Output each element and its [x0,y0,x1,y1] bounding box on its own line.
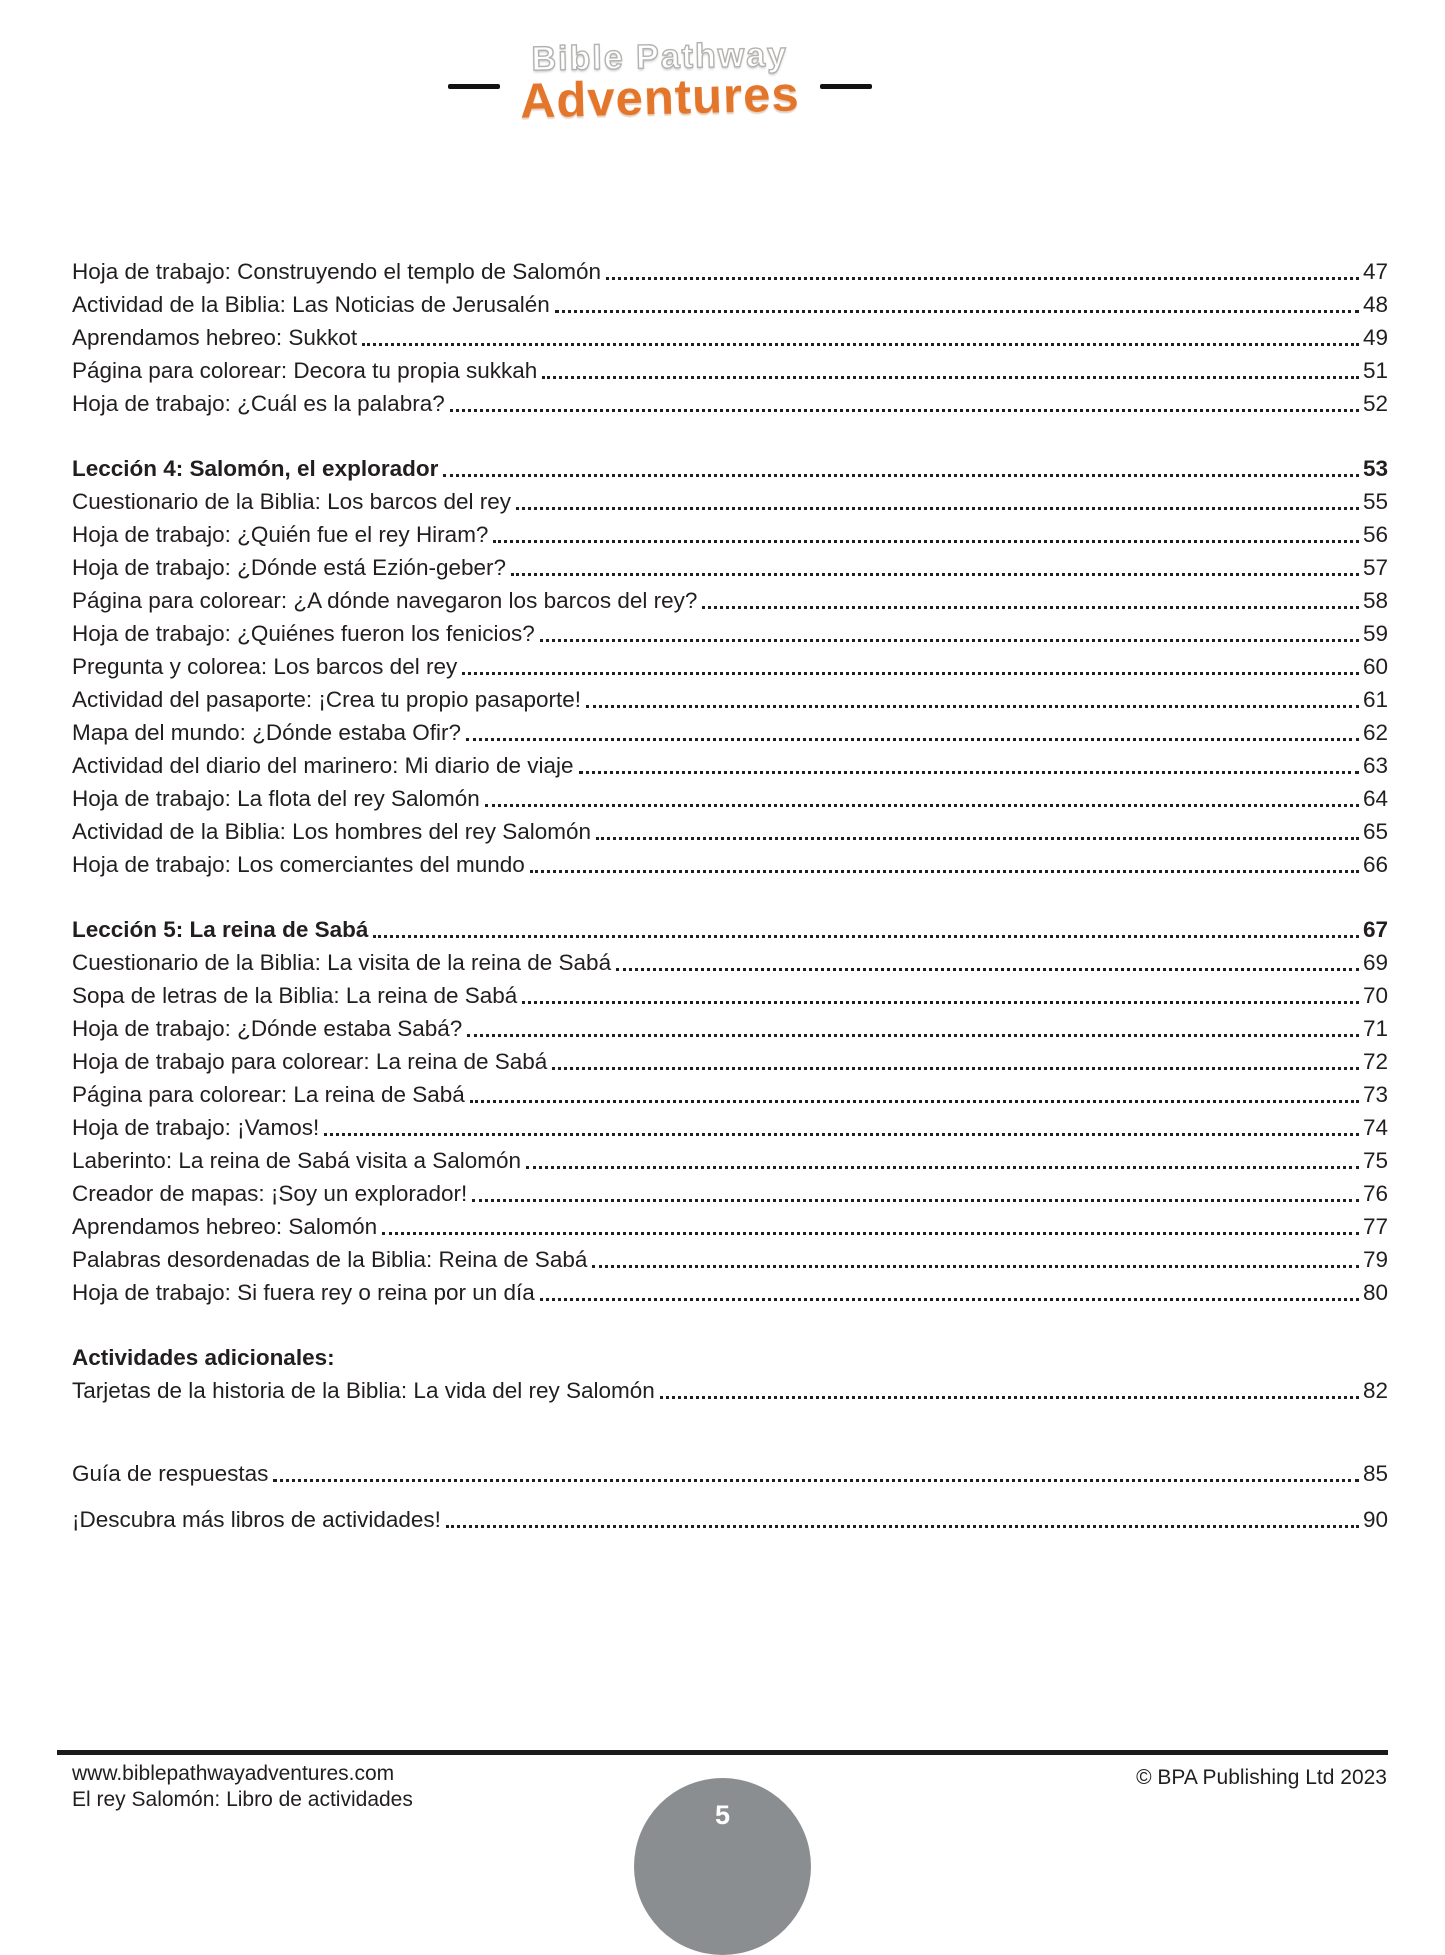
toc-dot-leader [516,507,1359,510]
logo-dash-right [820,84,872,89]
toc-entry-label: Cuestionario de la Biblia: Los barcos del rey [72,489,511,514]
page-number: 5 [714,1800,731,1830]
toc-entry-label: Hoja de trabajo para colorear: La reina de Sabá [72,1049,548,1074]
toc-dot-leader [522,1001,1359,1004]
logo-bible-pathway: Bible Pathway [531,35,789,79]
toc-entry-page: 79 [1362,1247,1388,1272]
toc-dot-leader [592,1265,1359,1268]
toc-entry[interactable] [72,716,1388,749]
toc-entry-page: 55 [1362,489,1388,514]
toc-entry-label: Hoja de trabajo: Si fuera rey o reina por un día [72,1280,535,1305]
footer-left [72,1761,413,1813]
toc-entry-page: 53 [1362,456,1388,481]
toc-dot-leader [606,277,1359,280]
toc-entry-page: 80 [1362,1280,1388,1305]
logo-adventures: Adventures [519,67,801,129]
toc-entry-label: Lección 4: Salomón, el explorador [72,456,439,481]
toc-group [72,452,1388,881]
toc-entry-page: 82 [1362,1378,1388,1403]
toc-entry-label: Hoja de trabajo: ¿Dónde está Ezión-geber? [72,555,507,580]
toc-entry-page: 72 [1362,1049,1388,1074]
toc-dot-leader [472,1199,1359,1202]
footer-website-link[interactable]: www.biblepathwayadventures.com [72,1762,395,1785]
toc-entry-label: Actividades adicionales: [72,1345,335,1370]
toc-dot-leader [540,1298,1359,1301]
toc-dot-leader [702,606,1359,609]
toc-entry[interactable] [72,387,1388,420]
toc-entry[interactable] [72,1012,1388,1045]
toc-dot-leader [485,804,1359,807]
toc-entry[interactable] [72,946,1388,979]
toc-entry-page: 70 [1362,983,1388,1008]
toc-dot-leader [555,310,1359,313]
toc-entry[interactable] [72,1374,1388,1407]
toc-dot-leader [362,343,1359,346]
toc-entry-page: 74 [1362,1115,1388,1140]
toc-entry-label: Guía de respuestas [72,1461,269,1486]
toc-entry[interactable] [72,749,1388,782]
toc-group [72,255,1388,420]
toc-entry[interactable] [72,321,1388,354]
toc-entry[interactable] [72,584,1388,617]
toc-dot-leader [467,1034,1359,1037]
toc-entry[interactable] [72,617,1388,650]
toc-entry-label: Mapa del mundo: ¿Dónde estaba Ofir? [72,720,461,745]
toc-entry-label: Página para colorear: Decora tu propia sukkah [72,358,538,383]
toc-entry-label: Hoja de trabajo: La flota del rey Salomón [72,786,480,811]
toc-entry-label: Hoja de trabajo: Los comerciantes del mundo [72,852,525,877]
toc-dot-leader [579,771,1359,774]
toc-entry-page: 58 [1362,588,1388,613]
toc-entry[interactable] [72,1210,1388,1243]
toc-entry-page: 60 [1362,654,1388,679]
toc-entry-label: Hoja de trabajo: ¿Dónde estaba Sabá? [72,1016,463,1041]
toc-entry-page: 48 [1362,292,1388,317]
toc-entry-label: Hoja de trabajo: ¿Quién fue el rey Hiram? [72,522,489,547]
toc-dot-leader [493,540,1359,543]
toc-entry[interactable] [72,485,1388,518]
toc-entry[interactable] [72,848,1388,881]
toc-entry-label: Lección 5: La reina de Sabá [72,917,369,942]
toc-dot-leader [616,968,1359,971]
toc-entry-page: 90 [1362,1507,1388,1532]
toc-entry-page: 85 [1362,1461,1388,1486]
toc-entry[interactable] [72,288,1388,321]
footer-book-title: El rey Salomón: Libro de actividades [72,1788,413,1811]
toc-entry[interactable] [72,1045,1388,1078]
toc-entry[interactable] [72,1111,1388,1144]
toc-dot-leader [450,409,1359,412]
toc-entry-label: Actividad del diario del marinero: Mi diario de viaje [72,753,574,778]
toc-entry[interactable] [72,1341,1388,1374]
toc-entry[interactable] [72,1243,1388,1276]
toc-entry[interactable] [72,782,1388,815]
toc-entry-page: 76 [1362,1181,1388,1206]
toc-entry[interactable] [72,354,1388,387]
toc-entry[interactable] [72,1078,1388,1111]
toc-entry[interactable] [72,1457,1388,1490]
toc-dot-leader [382,1232,1359,1235]
toc-dot-leader [462,672,1359,675]
toc-entry-page: 51 [1362,358,1388,383]
toc-entry-page: 63 [1362,753,1388,778]
toc-dot-leader [273,1479,1359,1482]
toc-entry[interactable] [72,815,1388,848]
toc-group [72,913,1388,1309]
toc-dot-leader [542,376,1359,379]
toc-entry[interactable] [72,650,1388,683]
toc-entry-page: 59 [1362,621,1388,646]
toc-entry-label: Actividad del pasaporte: ¡Crea tu propio pasaporte! [72,687,582,712]
toc-dot-leader [526,1166,1359,1169]
toc-dot-leader [552,1067,1359,1070]
toc-entry-label: Hoja de trabajo: ¡Vamos! [72,1115,320,1140]
toc-entry-label: Hoja de trabajo: Construyendo el templo de Salomón [72,259,602,284]
toc-dot-leader [324,1133,1359,1136]
toc-entry-page: 75 [1362,1148,1388,1173]
toc-entry-page: 56 [1362,522,1388,547]
toc-dot-leader [470,1100,1359,1103]
table-of-contents [72,255,1388,1549]
toc-entry-label: Aprendamos hebreo: Sukkot [72,325,358,350]
toc-dot-leader [586,705,1359,708]
toc-entry-label: Cuestionario de la Biblia: La visita de la reina de Sabá [72,950,612,975]
toc-entry-page: 69 [1362,950,1388,975]
toc-entry[interactable] [72,913,1388,946]
toc-entry-label: Palabras desordenadas de la Biblia: Reina de Sabá [72,1247,588,1272]
toc-entry[interactable] [72,683,1388,716]
toc-entry-label: Laberinto: La reina de Sabá visita a Salomón [72,1148,522,1173]
toc-dot-leader [660,1396,1359,1399]
toc-entry-page: 49 [1362,325,1388,350]
toc-entry-label: Aprendamos hebreo: Salomón [72,1214,378,1239]
toc-entry-label: Página para colorear: ¿A dónde navegaron los barcos del rey? [72,588,698,613]
toc-entry-label: Página para colorear: La reina de Sabá [72,1082,465,1107]
toc-dot-leader [540,639,1359,642]
toc-entry[interactable] [72,1177,1388,1210]
toc-entry[interactable] [72,518,1388,551]
toc-entry[interactable] [72,452,1388,485]
page-number-badge [634,1778,811,1955]
toc-entry[interactable] [72,979,1388,1012]
toc-entry[interactable] [72,1144,1388,1177]
logo-dash-left [448,84,500,89]
toc-entry-page: 66 [1362,852,1388,877]
footer-copyright: © BPA Publishing Ltd 2023 [1136,1766,1387,1789]
toc-entry-label: Sopa de letras de la Biblia: La reina de Sabá [72,983,518,1008]
toc-dot-leader [466,738,1359,741]
toc-entry-label: Hoja de trabajo: ¿Quiénes fueron los fenicios? [72,621,535,646]
toc-entry-label: Creador de mapas: ¡Soy un explorador! [72,1181,468,1206]
toc-dot-leader [373,935,1359,938]
toc-entry-label: Hoja de trabajo: ¿Cuál es la palabra? [72,391,445,416]
toc-entry[interactable] [72,1503,1388,1536]
toc-entry-page: 67 [1362,917,1388,942]
logo-text [519,35,801,129]
toc-entry-page: 71 [1362,1016,1388,1041]
toc-entry-page: 62 [1362,720,1388,745]
toc-entry[interactable] [72,551,1388,584]
toc-dot-leader [446,1525,1359,1528]
toc-dot-leader [596,837,1359,840]
toc-entry-label: Actividad de la Biblia: Los hombres del rey Salomón [72,819,592,844]
toc-entry-label: Pregunta y colorea: Los barcos del rey [72,654,458,679]
toc-entry-page: 77 [1362,1214,1388,1239]
toc-entry[interactable] [72,1276,1388,1309]
toc-entry-label: Actividad de la Biblia: Las Noticias de Jerusalén [72,292,550,317]
toc-dot-leader [530,870,1359,873]
brand-logo [398,26,922,138]
toc-entry-page: 65 [1362,819,1388,844]
toc-group [72,1457,1388,1536]
toc-entry-page: 47 [1362,259,1388,284]
toc-dot-leader [511,573,1359,576]
toc-entry-page: 61 [1362,687,1388,712]
footer-divider [57,1750,1388,1755]
toc-entry-label: ¡Descubra más libros de actividades! [72,1507,441,1532]
toc-entry-label: Tarjetas de la historia de la Biblia: La vida del rey Salomón [72,1378,655,1403]
toc-group [72,1341,1388,1407]
toc-entry-page: 73 [1362,1082,1388,1107]
toc-entry-page: 57 [1362,555,1388,580]
toc-entry[interactable] [72,255,1388,288]
toc-entry-page: 52 [1362,391,1388,416]
toc-dot-leader [443,474,1359,477]
toc-entry-page: 64 [1362,786,1388,811]
